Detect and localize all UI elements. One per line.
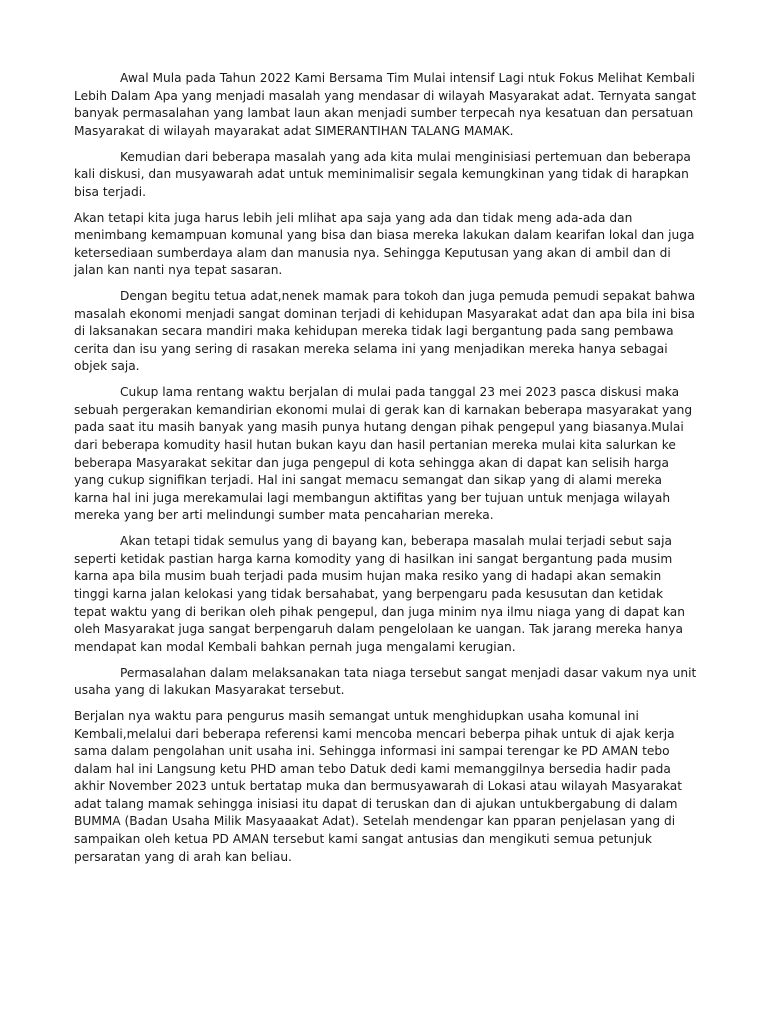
- paragraph-1: Awal Mula pada Tahun 2022 Kami Bersama Tim Mulai intensif Lagi ntuk Fokus Melihat Kembali Lebih Dalam Apa yang menjadi masalah yang mendasar di wilayah Masyarakat adat. Ternyata sangat banyak permasalahan yang lambat laun akan menjadi sumber terpecah nya kesatuan dan persatuan Masyarakat di wilayah mayarakat adat SIMERANTIHAN TALANG MAMAK.: [74, 71, 697, 138]
- paragraph-5: Cukup lama rentang waktu berjalan di mulai pada tanggal 23 mei 2023 pasca diskusi maka sebuah pergerakan kemandirian ekonomi mulai di gerak kan di karnakan beberapa masyarakat yang pada saat itu masih banyak yang masih punya hutang dengan pihak pengepul yang biasanya.Mulai dari beberapa komudity hasil hutan bukan kayu dan hasil pertanian mereka mulai kita salurkan ke beberapa Masyarakat sekitar dan juga pengepul di kota sehingga akan di dapat kan selisih harga yang cukup signifikan terjadi. Hal ini sangat memacu semangat dan sikap yang di alami mereka karna hal ini juga merekamulai lagi membangun aktifitas yang ber tujuan untuk menjaga wilayah mereka yang ber arti melindungi sumber mata pencaharian mereka.: [74, 385, 693, 523]
- document-page: [74, 70, 698, 874]
- paragraph-4: Dengan begitu tetua adat,nenek mamak para tokoh dan juga pemuda pemudi sepakat bahwa masalah ekonomi menjadi sangat dominan terjadi di kehidupan Masyarakat adat dan apa bila ini bisa di laksanakan secara mandiri maka kehidupan mereka tidak lagi bergantung pada sang pembawa cerita dan isu yang sering di rasakan mereka selama ini yang menjadikan mereka hanya sebagai objek saja.: [74, 289, 696, 374]
- paragraph-2: Kemudian dari beberapa masalah yang ada kita mulai menginisiasi pertemuan dan beberapa kali diskusi, dan musyawarah adat untuk meminimalisir segala kemungkinan yang tidak di harapkan bisa terjadi.: [74, 149, 691, 199]
- paragraph-8: Berjalan nya waktu para pengurus masih semangat untuk menghidupkan usaha komunal ini Kembali,melalui dari beberapa referensi kami mencoba mencari beberpa pihak untuk di ajak kerja sama dalam pengolahan unit usaha ini. Sehingga informasi ini sampai terengar ke PD AMAN tebo dalam hal ini Langsung ketu PHD aman tebo Datuk dedi kami memanggilnya bersedia hadir pada akhir November 2023 untuk bertatap muka dan bermusyawarah di Lokasi atau wilayah Masyarakat adat talang mamak sehingga inisiasi itu dapat di teruskan dan di ajukan untukbergabung di dalam BUMMA (Badan Usaha Milik Masyaaakat Adat). Setelah mendengar kan pparan penjelasan yang di sampaikan oleh ketua PD AMAN tersebut kami sangat antusias dan mengikuti semua petunjuk persaratan yang di arah kan beliau.: [74, 708, 683, 864]
- paragraph-3: Akan tetapi kita juga harus lebih jeli mlihat apa saja yang ada dan tidak meng ada-ada dan menimbang kemampuan komunal yang bisa dan biasa mereka lakukan dalam kearifan lokal dan juga ketersediaan sumberdaya alam dan manusia nya. Sehingga Keputusan yang akan di ambil dan di jalan kan nanti nya tepat sasaran.: [74, 210, 695, 278]
- paragraph-6: Akan tetapi tidak semulus yang di bayang kan, beberapa masalah mulai terjadi sebut saja seperti ketidak pastian harga karna komodity yang di hasilkan ini sangat bergantung pada musim karna apa bila musim buah terjadi pada musim hujan maka resiko yang di hadapi akan semakin tinggi karna jalan kelokasi yang tidak bersahabat, yang berpengaru pada kesusutan dan ketidak tepat waktu yang di berikan oleh pihak pengepul, dan juga minim nya ilmu niaga yang di dapat kan oleh Masyarakat juga sangat berpengaruh dalam pengelolaan ke uangan. Tak jarang mereka hanya mendapat kan modal Kembali bahkan pernah juga mengalami kerugian.: [74, 534, 685, 654]
- paragraph-7: Permasalahan dalam melaksanakan tata niaga tersebut sangat menjadi dasar vakum nya unit usaha yang di lakukan Masyarakat tersebut.: [74, 665, 697, 698]
